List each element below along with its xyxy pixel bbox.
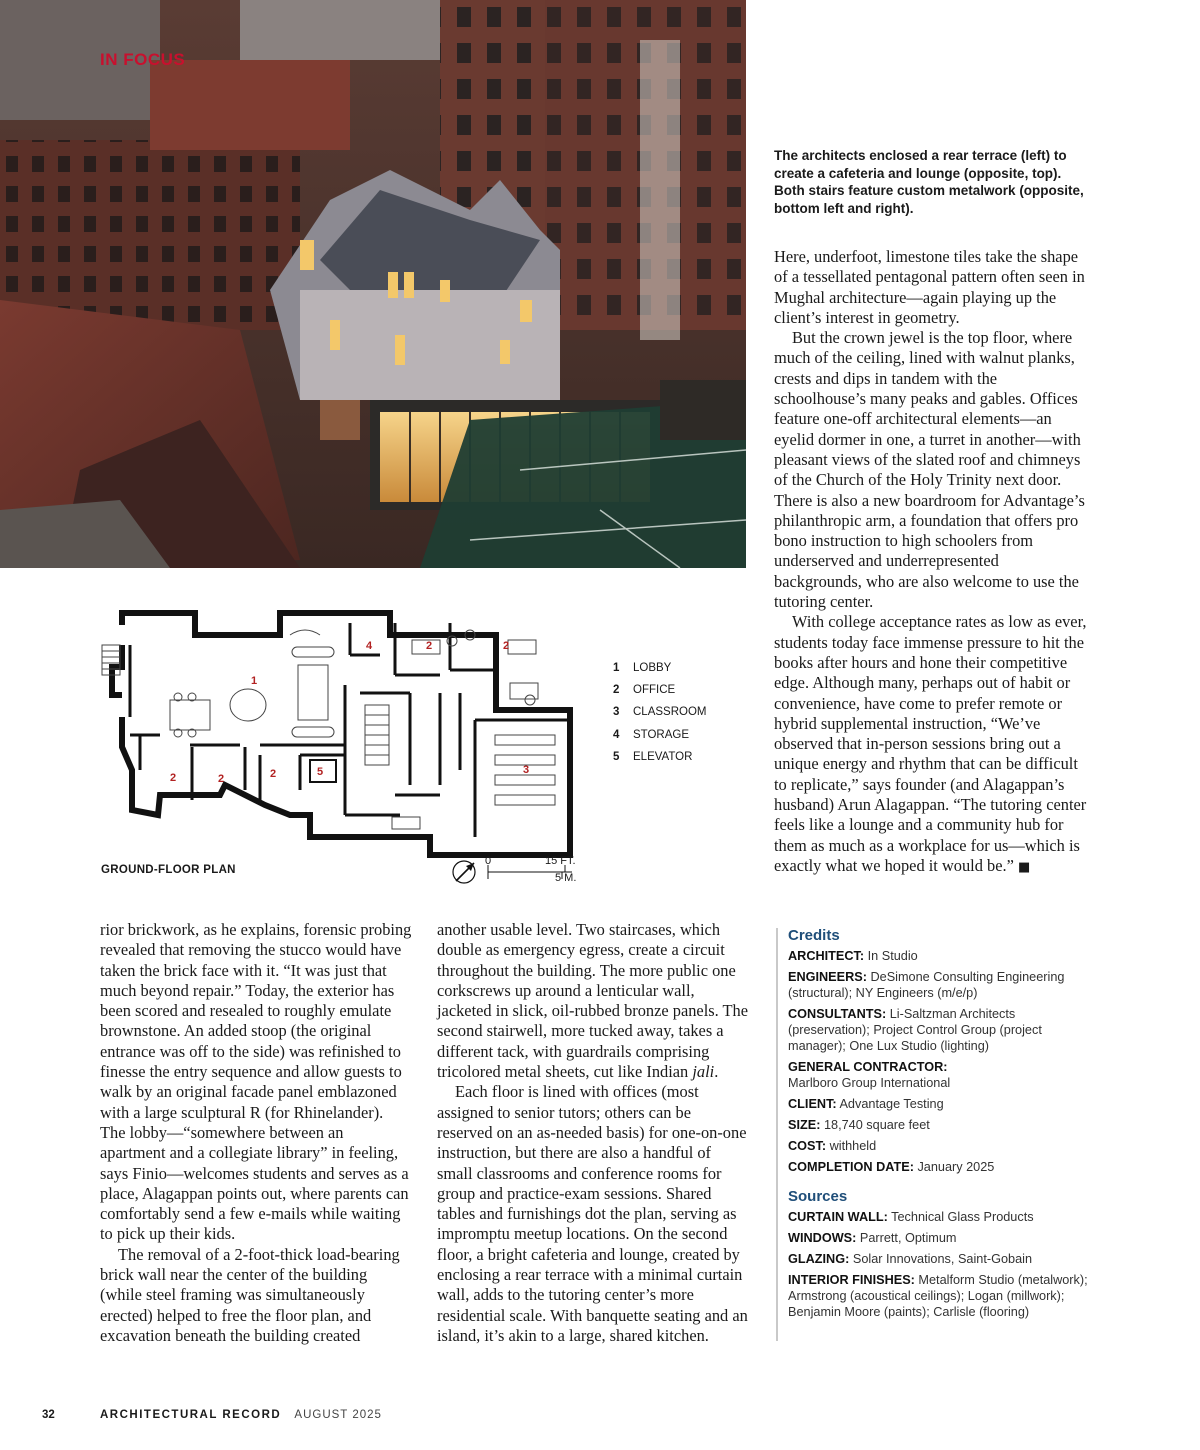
credit-label: COST: — [788, 1139, 827, 1153]
legend-label: CLASSROOM — [633, 706, 707, 719]
credit-value: 18,740 square feet — [820, 1118, 930, 1132]
legend-number: 2 — [613, 684, 620, 697]
paragraph-text: . — [714, 1062, 719, 1082]
credit-value: DeSimone Consulting Engineering (structural); NY Engineers (m/e/p) — [788, 970, 1065, 1000]
legend-item — [613, 706, 707, 728]
credit-value: Advantage Testing — [836, 1097, 944, 1111]
plan-room-number-office: 2 — [270, 768, 277, 780]
plan-room-number-office: 2 — [426, 640, 433, 652]
scale-zero: 0 — [485, 855, 492, 867]
scale-feet: 15 FT. — [545, 855, 576, 867]
credit-value: In Studio — [864, 949, 918, 963]
legend-number: 1 — [613, 662, 620, 674]
plan-room-number-office: 2 — [218, 773, 225, 785]
source-value: Technical Glass Products — [887, 1210, 1034, 1224]
credit-label: ENGINEERS: — [788, 970, 867, 984]
aerial-building-illustration — [0, 0, 746, 568]
paragraph: But the crown jewel is the top floor, where much of the ceiling, lined with walnut planks, crests and dips in tandem with the schoolhouse’s many peaks and gables. Offices feature one-off architectural elements—an eyelid dormer in one, a turret in another—with pleasant views of the slated roof and chimneys of the Church of the Holy Trinity next door. There is also a new boardroom for Advantage’s philanthropic arm, a foundation that offers pro bono instruction to high schoolers from underserved and underrepresented backgrounds, who are also welcome to use the tutoring center. — [774, 328, 1085, 612]
plan-room-number-office: 2 — [170, 772, 177, 784]
body-column-left — [100, 920, 412, 1346]
credit-item — [788, 1138, 1098, 1154]
plan-legend — [613, 662, 707, 773]
credit-value: withheld — [826, 1139, 877, 1153]
plan-room-number-classroom: 3 — [523, 764, 530, 776]
source-label: WINDOWS: — [788, 1231, 857, 1245]
source-item — [788, 1230, 1098, 1246]
issue-date: AUGUST 2025 — [294, 1409, 382, 1421]
paragraph-text: With college acceptance rates as low as ever, students today face immense pressure to hit the books after hours and hone their competitive edge. Although many, perhaps out of habit or convenience, have come to prefer remote or hybrid supplemental instruction, “We’ve observed that in-person sessions bring out a unique energy and rhythm that can be difficult to replicate,” says founder (and Alagappan’s husband) Arun Alagappan. “The tutoring center feels like a lounge and a community hub for them as much as a workplace for us—which is exactly what we hoped it would be.” — [774, 612, 1087, 875]
credit-label: CLIENT: — [788, 1097, 837, 1111]
credit-item — [788, 1059, 1098, 1091]
plan-room-number-office: 2 — [503, 640, 510, 652]
source-value: Metalform Studio (metalwork); Armstrong (acoustical ceilings); Logan (millwork); Benjamin Moore (paints); Carlisle (flooring) — [788, 1273, 1088, 1319]
credit-label: ARCHITECT: — [788, 949, 865, 963]
paragraph: Here, underfoot, limestone tiles take the shape of a tessellated pentagonal pattern often seen in Mughal architecture—again playing up the client’s interest in geometry. — [774, 247, 1085, 327]
legend-number: 4 — [613, 728, 620, 741]
plan-title: GROUND-FLOOR PLAN — [101, 864, 236, 876]
credit-value: January 2025 — [913, 1160, 995, 1174]
north-arrow-icon — [453, 861, 475, 883]
legend-label: STORAGE — [633, 728, 690, 741]
paragraph: Each floor is lined with offices (most assigned to senior tutors; others can be reserved on an as-needed basis) for one-on-one instruction, but there are also a handful of small classrooms and conference rooms for group and practice-exam sessions. Shared tables and furnishings dot the plan, serving as impromptu meetup locations. On the second floor, a bright cafeteria and lounge, created by enclosing a rear terrace with a minimal curtain wall, adds to the tutoring center’s more residential scale. With banquette seating and an island, it’s akin to a large, shared kitchen. — [437, 1082, 748, 1345]
credit-item — [788, 1159, 1098, 1175]
credit-label: COMPLETION DATE: — [788, 1160, 914, 1174]
body-column-right — [774, 247, 1089, 878]
photo-caption: The architects enclosed a rear terrace (left) to create a cafeteria and lounge (opposite, top). Both stairs feature custom metalwork (opposite, bottom left and right). — [774, 148, 1084, 216]
credit-label: GENERAL CONTRACTOR: — [788, 1060, 948, 1074]
source-item — [788, 1272, 1098, 1320]
source-value: Parrett, Optimum — [856, 1231, 957, 1245]
credits-box — [776, 928, 1098, 1341]
ground-floor-plan — [100, 605, 592, 870]
paragraph — [437, 920, 749, 1082]
legend-label: LOBBY — [633, 662, 672, 674]
credit-value: Marlboro Group International — [788, 1076, 951, 1090]
credit-item — [788, 1117, 1098, 1133]
source-label: GLAZING: — [788, 1252, 850, 1266]
legend-label: OFFICE — [633, 684, 676, 697]
plan-room-number-lobby: 1 — [251, 675, 258, 687]
hero-photo — [0, 0, 746, 568]
scale-meters: 5 M. — [555, 872, 577, 884]
credit-value: Li-Saltzman Architects (preservation); Project Control Group (project manager); One Lux Studio (lighting) — [788, 1007, 1042, 1053]
source-item — [788, 1251, 1098, 1267]
magazine-name: ARCHITECTURAL RECORD — [100, 1409, 282, 1421]
page-number: 32 — [42, 1409, 55, 1421]
source-value: Solar Innovations, Saint-Gobain — [849, 1252, 1032, 1266]
end-mark: ■ — [1017, 859, 1031, 875]
sources-heading: Sources — [788, 1188, 848, 1205]
source-item — [788, 1209, 1098, 1225]
section-tag: IN FOCUS — [100, 50, 186, 69]
plan-room-number-elevator: 5 — [317, 766, 324, 778]
credit-item — [788, 969, 1098, 1001]
paragraph — [774, 612, 1089, 878]
credit-item — [788, 1096, 1098, 1112]
credit-item — [788, 1006, 1098, 1054]
legend-item — [613, 662, 707, 684]
credit-item — [788, 948, 1098, 964]
legend-label: ELEVATOR — [633, 750, 693, 763]
credit-label: SIZE: — [788, 1118, 821, 1132]
paragraph-text: another usable level. Two staircases, which double as emergency egress, create a circuit throughout the building. The more public one corkscrews up around a lenticular wall, jacketed in slick, oil-rubbed bronze panels. The second stairwell, more tucked away, takes a different tack, with guardrails comprising tricolored metal sheets, cut like Indian — [437, 920, 749, 1082]
plan-room-number-storage: 4 — [366, 640, 373, 652]
body-column-middle — [437, 920, 749, 1346]
legend-number: 5 — [613, 750, 620, 763]
source-label: CURTAIN WALL: — [788, 1210, 888, 1224]
paragraph: rior brickwork, as he explains, forensic probing revealed that removing the stucco would have taken the brick face with it. “It was just that much beyond repair.” Today, the exterior has been scored and resealed to roughly emulate brownstone. An added stoop (the original entrance was off to the side) was refinished to finesse the entry sequence and allow guests to walk by an original facade panel emblazoned with a large sculptural R (for Rhinelander). The lobby—“somewhere between an apartment and a collegiate library” in feeling, says Finio—welcomes students and serves as a place, Alagappan points out, where parents can comfortably send a few e-mails while waiting to pick up their kids. — [100, 920, 412, 1244]
italic-term: jali — [692, 1062, 715, 1082]
legend-item — [613, 729, 707, 751]
credits-heading: Credits — [788, 927, 840, 944]
legend-item — [613, 684, 707, 706]
credit-label: CONSULTANTS: — [788, 1007, 887, 1021]
legend-item — [613, 751, 707, 773]
source-label: INTERIOR FINISHES: — [788, 1273, 915, 1287]
legend-number: 3 — [613, 706, 620, 719]
page-footer — [42, 1409, 382, 1421]
paragraph: The removal of a 2-foot-thick load-bearing brick wall near the center of the building (while steel framing was simultaneously erected) helped to free the floor plan, and excavation beneath the building created — [100, 1244, 400, 1345]
